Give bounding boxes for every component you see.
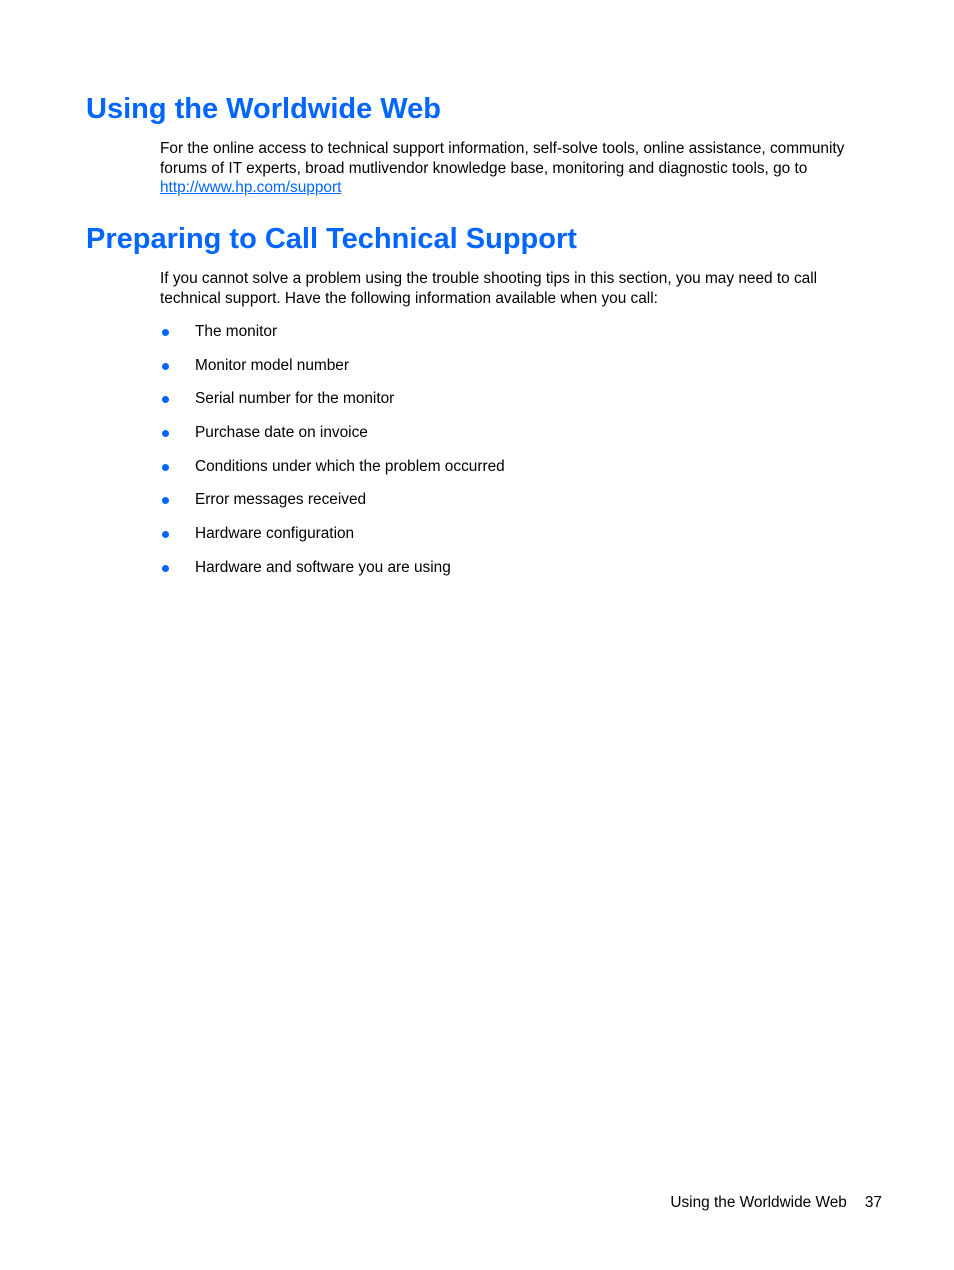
paragraph-line: technical support. Have the following information available when you call: xyxy=(160,289,658,307)
section-heading-worldwide-web: Using the Worldwide Web xyxy=(86,93,441,125)
bullet-icon xyxy=(162,396,169,403)
hp-support-link[interactable]: http://www.hp.com/support xyxy=(160,179,342,196)
list-item-text: Monitor model number xyxy=(195,356,349,374)
paragraph-line: forums of IT experts, broad mutlivendor knowledge base, monitoring and diagnostic tools, go to xyxy=(160,159,808,177)
section-heading-technical-support: Preparing to Call Technical Support xyxy=(86,223,577,255)
technical-support-paragraph xyxy=(160,269,890,308)
page-number: 37 xyxy=(864,1194,882,1211)
bullet-icon xyxy=(162,531,169,538)
bullet-icon xyxy=(162,497,169,504)
list-item-text: Conditions under which the problem occurred xyxy=(195,457,505,475)
list-item-text: Purchase date on invoice xyxy=(195,424,368,442)
bullet-icon xyxy=(162,464,169,471)
list-item-text: Error messages received xyxy=(195,491,367,509)
paragraph-line: If you cannot solve a problem using the trouble shooting tips in this section, you may need to call xyxy=(160,270,818,287)
paragraph-line: For the online access to technical support information, self-solve tools, online assistance, community xyxy=(160,140,845,157)
bullet-icon xyxy=(162,430,169,437)
bullet-icon xyxy=(162,565,169,572)
bullet-icon xyxy=(162,329,169,336)
footer-section-title: Using the Worldwide Web xyxy=(670,1194,847,1211)
list-item-text: Hardware and software you are using xyxy=(195,558,451,576)
list-item-text: Serial number for the monitor xyxy=(195,390,395,408)
list-item-text: The monitor xyxy=(195,323,278,340)
page-footer xyxy=(670,1193,882,1213)
list-item-text: Hardware configuration xyxy=(195,525,355,543)
bullet-icon xyxy=(162,363,169,370)
worldwide-web-paragraph xyxy=(160,139,890,198)
